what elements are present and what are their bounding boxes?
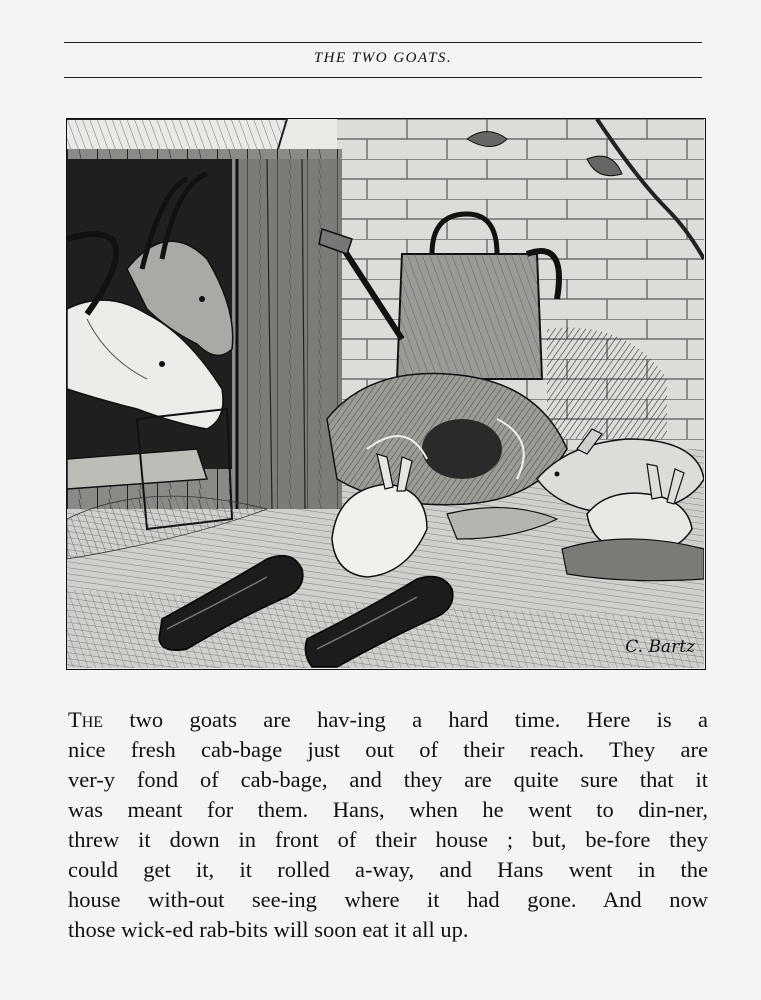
header-rule-bottom xyxy=(64,77,702,78)
engraving-illustration xyxy=(66,118,706,670)
paragraph-line-6: could get it, it rolled a-way, and Hans went in the xyxy=(68,857,708,882)
paragraph-line-7: house with-out see-ing where it had gone. And now xyxy=(68,887,708,912)
header-rule-top xyxy=(64,42,702,43)
paragraph-line-8: those wick-ed rab-bits will soon eat it all up. xyxy=(68,917,469,942)
running-head: THE TWO GOATS. xyxy=(313,50,453,66)
goats-rabbits-engraving xyxy=(67,119,704,668)
paragraph-line-3: ver-y fond of cab-bage, and they are quite sure that it xyxy=(68,767,708,792)
paragraph-line-1 xyxy=(68,705,708,735)
lead-small-caps: The xyxy=(68,707,104,732)
paragraph-line-4: was meant for them. Hans, when he went to din-ner, xyxy=(68,797,708,822)
paragraph-line-5: threw it down in front of their house ; but, be-fore they xyxy=(68,827,708,852)
story-paragraph xyxy=(68,705,708,945)
paragraph-line-2: nice fresh cab-bage just out of their reach. They are xyxy=(68,737,708,762)
artist-signature: C. Bartz xyxy=(625,637,695,657)
line-1-text: two goats are hav-ing a hard time. Here is a xyxy=(103,707,708,732)
